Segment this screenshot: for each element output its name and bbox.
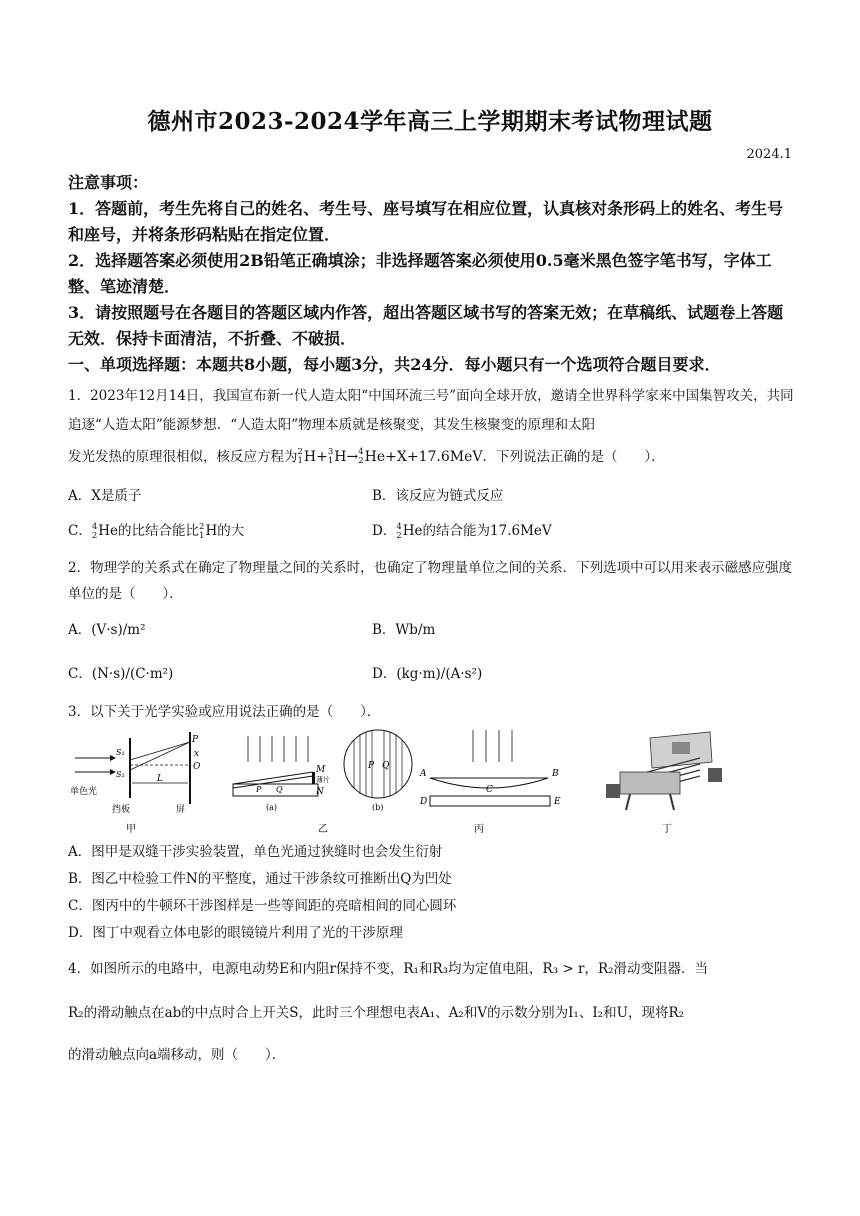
label-film: 薄片 xyxy=(316,776,330,784)
notice-item-2: 2．选择题答案必须使用2B铅笔正确填涂；非选择题答案必须使用0.5毫米黑色签字笔书写，字体工整、笔迹清楚． xyxy=(68,251,772,296)
label-p-circle: P xyxy=(368,761,375,771)
label-light: 单色光 xyxy=(70,787,98,797)
q3-stem: 3．以下关于光学实验或应用说法正确的是（ ）． xyxy=(68,704,381,720)
label-m: M xyxy=(316,765,326,775)
q1-option-b[interactable]: B．该反应为链式反应 xyxy=(372,488,504,504)
label-q-circle: Q xyxy=(382,761,390,771)
q4-line-2: R₂的滑动触点在ab的中点时合上开关S，此时三个理想电表A₁、A₂和V的示数分别为I₁、I₂和U，现将R₂ xyxy=(68,1005,685,1021)
q2-option-d[interactable]: D．(kg·m)/(A·s²) xyxy=(372,666,483,682)
q2-option-c[interactable]: C．(N·s)/(C·m²) xyxy=(68,666,174,682)
label-b-bing: B xyxy=(552,769,559,779)
q3-option-d[interactable]: D．图丁中观看立体电影的眼镜镜片利用了光的干涉原理 xyxy=(68,925,403,941)
label-screen: 屏 xyxy=(176,805,186,815)
label-a-yi: (a) xyxy=(266,803,278,812)
q2-stem: 2．物理学的关系式在确定了物理量之间的关系时，也确定了物理量单位之间的关系．下列选项中可以用来表示磁感应强度单位的是（ ）． xyxy=(68,560,793,602)
label-c-bing: C xyxy=(486,785,493,795)
q4-line-3: 的滑动触点向a端移动，则（ ）． xyxy=(68,1047,286,1063)
label-x: x xyxy=(194,749,200,759)
q1-option-a[interactable]: A．X是质子 xyxy=(68,488,142,504)
label-b-yi: (b) xyxy=(372,803,384,812)
label-o: O xyxy=(193,762,201,772)
label-p: P xyxy=(192,735,199,745)
q1-stem-c: ．下列说法正确的是（ ）． xyxy=(482,449,665,465)
fig-label-yi: 乙 xyxy=(318,824,328,835)
q2-option-b[interactable]: B．Wb/m xyxy=(372,622,436,638)
label-slit: 挡板 xyxy=(112,805,131,815)
label-e-bing: E xyxy=(554,797,561,807)
q1-stem-b: 发光发热的原理很相似，核反应方程为 xyxy=(68,449,298,465)
label-p-yi: P xyxy=(256,785,262,794)
notice-heading: 注意事项： xyxy=(68,173,149,192)
nuclear-equation: 2 1H+3 1H→4 2He+X+17.6MeV xyxy=(297,447,483,466)
projector-lens-right xyxy=(708,768,722,782)
q1-option-d[interactable]: D．4 2He的结合能为17.6MeV xyxy=(372,521,552,541)
figure-bing xyxy=(418,728,578,838)
label-s1: S₁ xyxy=(116,748,125,757)
q2-option-a[interactable]: A．(V·s)/m² xyxy=(68,622,146,638)
projector-body xyxy=(620,772,680,794)
projector-lens-left xyxy=(606,784,620,798)
fig-label-jia: 甲 xyxy=(126,824,136,835)
label-q-yi: Q xyxy=(276,785,283,794)
figure-jia xyxy=(70,728,210,838)
q3-option-b[interactable]: B．图乙中检验工件N的平整度，通过干涉条纹可推断出Q为凹处 xyxy=(68,871,452,887)
q1-stem: 1．2023年12月14日，我国宣布新一代人造太阳“中国环流三号”面向全球开放，邀请全世界科学家来中国集智攻关，共同追逐“人造太阳”能源梦想．“人造太阳”物理本质就是核聚变，其发生核聚变的原理和太阳 xyxy=(68,388,794,433)
fig-label-ding: 丁 xyxy=(662,824,672,835)
page-title: 德州市2023-2024学年高三上学期期末考试物理试题 xyxy=(147,108,713,135)
exam-date: 2024.1 xyxy=(746,147,792,162)
notice-item-3: 3．请按照题号在各题目的答题区域内作答，超出答题区域书写的答案无效；在草稿纸、试题卷上答题无效．保持卡面清洁，不折叠、不破损． xyxy=(68,303,784,348)
label-d-bing: D xyxy=(420,797,428,807)
q3-option-a[interactable]: A．图甲是双缝干涉实验装置，单色光通过狭缝时也会发生衍射 xyxy=(68,844,443,860)
label-a-bing: A xyxy=(420,769,427,779)
section-heading: 一、单项选择题：本题共8小题，每小题3分，共24分．每小题只有一个选项符合题目要求． xyxy=(68,355,721,374)
q3-option-c[interactable]: C．图丙中的牛顿环干涉图样是一些等间距的亮暗相间的同心圆环 xyxy=(68,898,457,914)
notice-item-1: 1．答题前，考生先将自己的姓名、考生号、座号填写在相应位置，认真核对条形码上的姓名、考生号和座号，并将条形码粘贴在指定位置． xyxy=(68,199,784,244)
label-n: N xyxy=(316,787,324,797)
figure-yi xyxy=(228,728,418,838)
label-l: L xyxy=(157,774,163,784)
q1-option-c[interactable]: C．4 2He的比结合能比2 1H的大 xyxy=(68,521,245,541)
q1-equation-line xyxy=(68,444,796,470)
figure-ding xyxy=(600,728,740,838)
fig-label-bing: 丙 xyxy=(474,824,484,835)
q4-line-1: 4．如图所示的电路中，电源电动势E和内阻r保持不变，R₁和R₃均为定值电阻，R₃ > r，R₂滑动变阻器．当 xyxy=(68,961,709,977)
label-s2: S₂ xyxy=(116,770,125,779)
